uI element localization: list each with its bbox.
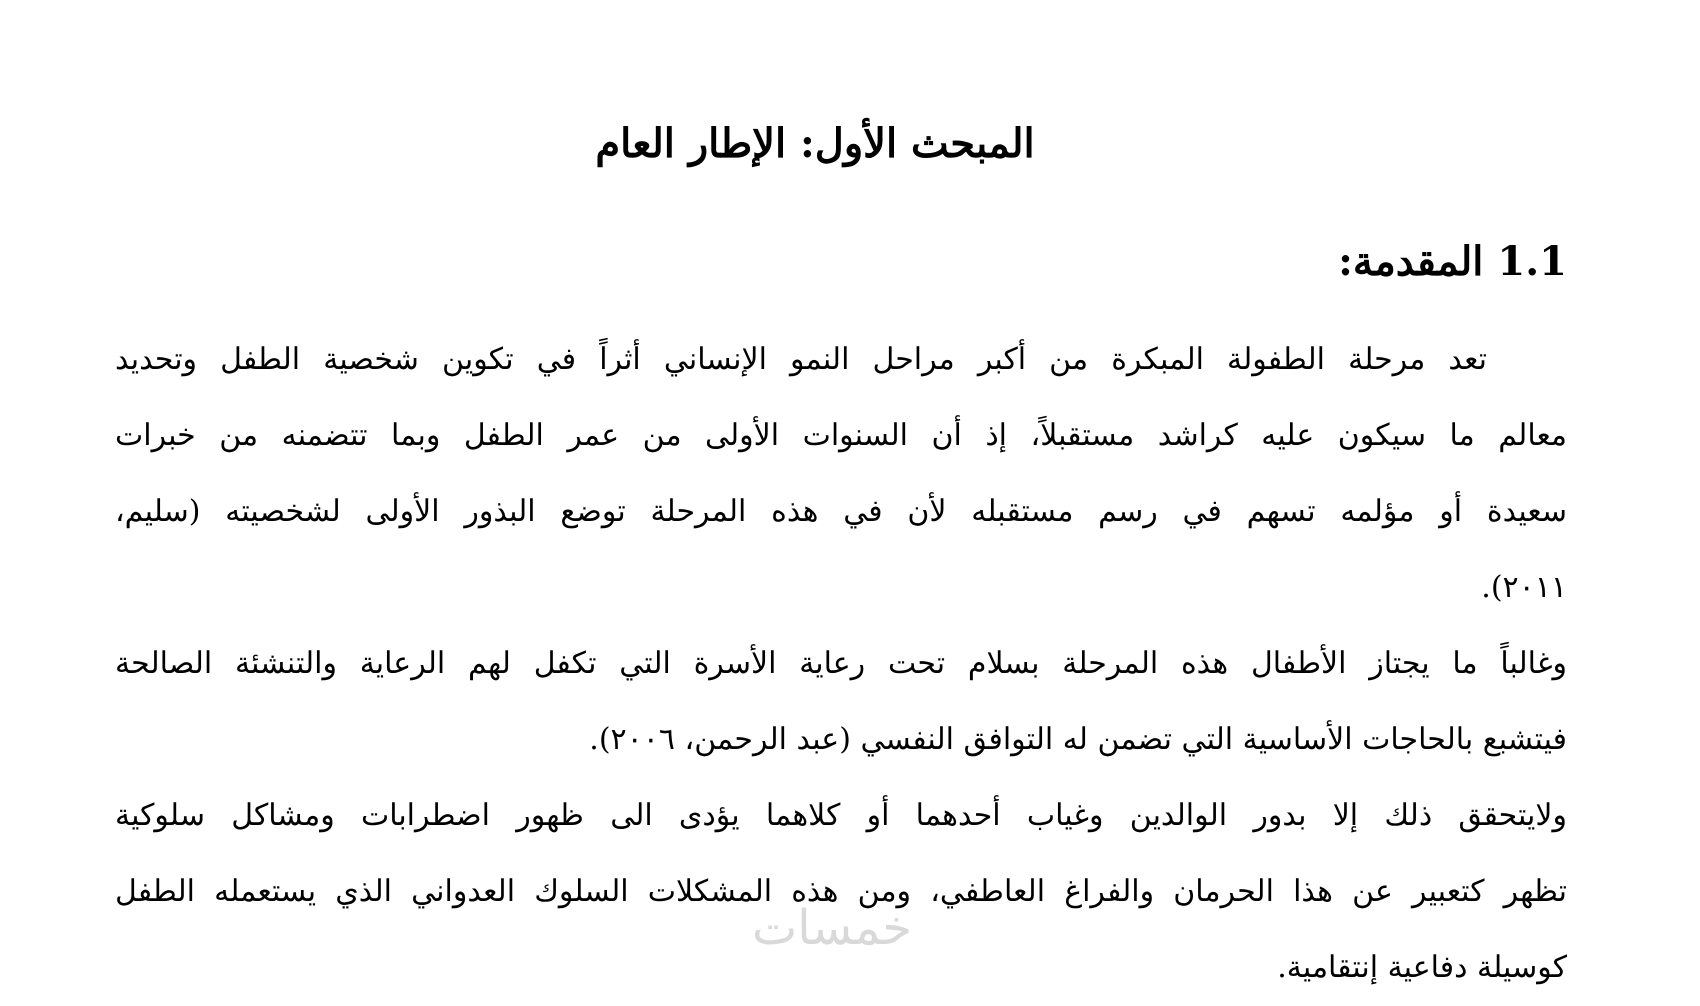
paragraph-line: فيتشبع بالحاجات الأساسية التي تضمن له التوافق النفسي (عبد الرحمن، ٢٠٠٦). bbox=[589, 722, 1567, 757]
watermark-logo: خمسات bbox=[752, 900, 913, 956]
paragraph-line: سعيدة أو مؤلمه تسهم في رسم مستقبله لأن في هذه المرحلة توضع البذور الأولى لشخصيته (سليم، bbox=[115, 494, 1567, 529]
section-title: المقدمة: bbox=[1338, 238, 1484, 285]
paragraph-line: كوسيلة دفاعية إنتقامية. bbox=[1277, 950, 1567, 985]
section-heading bbox=[1338, 238, 1567, 286]
paragraph-line: ولايتحقق ذلك إلا بدور الوالدين وغياب أحدهما أو كلاهما يؤدى الى ظهور اضطرابات ومشاكل سلوكية bbox=[115, 798, 1567, 833]
section-number: 1.1 bbox=[1497, 238, 1567, 285]
chapter-title: المبحث الأول: الإطار العام bbox=[595, 120, 1035, 167]
paragraph-line: معالم ما سيكون عليه كراشد مستقبلاً، إذ أن السنوات الأولى من عمر الطفل وبما تتضمنه من خبرات bbox=[115, 418, 1567, 453]
paragraph-line: وغالباً ما يجتاز الأطفال هذه المرحلة بسلام تحت رعاية الأسرة التي تكفل لهم الرعاية والتنشئة الصالحة bbox=[115, 646, 1567, 681]
paragraph-line: تظهر كتعبير عن هذا الحرمان والفراغ العاطفي، ومن هذه المشكلات السلوك العدواني الذي يستعمله الطفل bbox=[115, 874, 1567, 909]
paragraph-line: تعد مرحلة الطفولة المبكرة من أكبر مراحل النمو الإنساني أثراً في تكوين شخصية الطفل وتحديد bbox=[115, 342, 1487, 377]
paragraph-line: ٢٠١١). bbox=[1481, 570, 1567, 605]
